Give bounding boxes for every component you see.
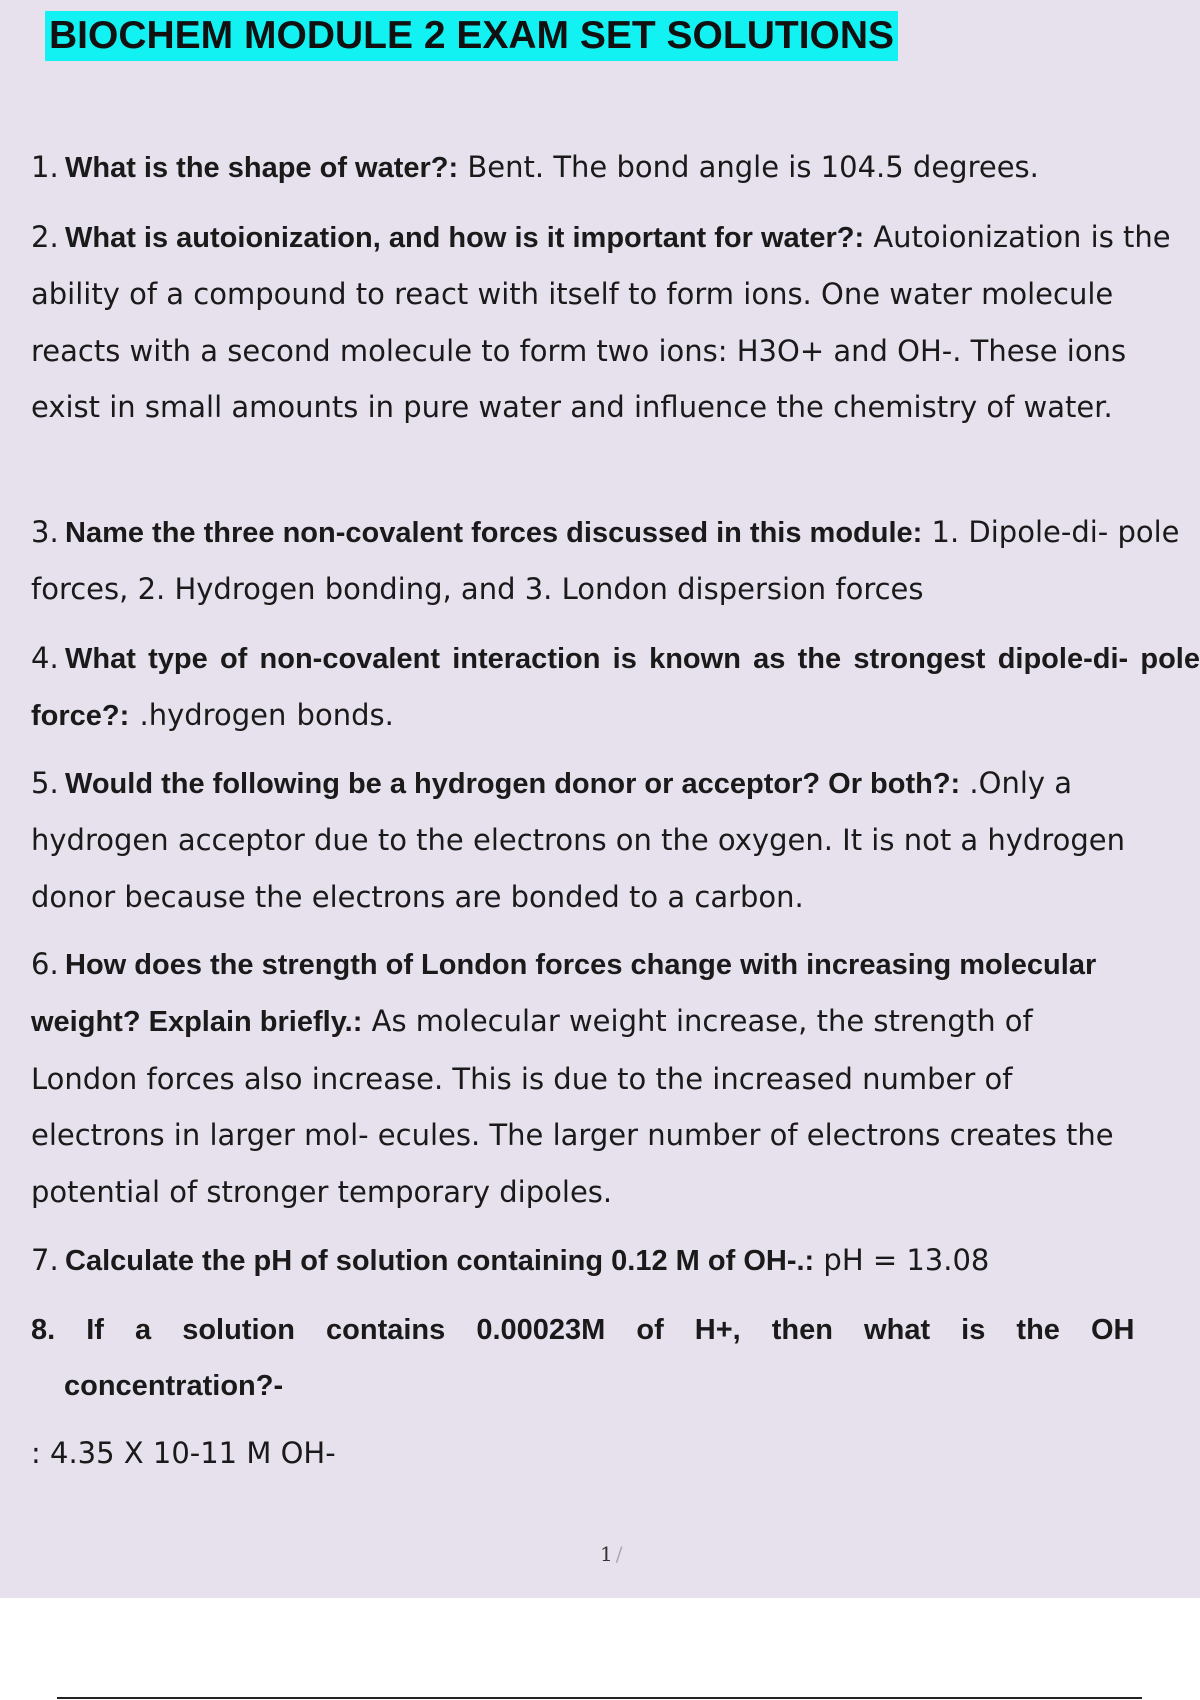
page-bottom-rule [57,1697,1142,1699]
page-title: BIOCHEM MODULE 2 EXAM SET SOLUTIONS [45,11,898,61]
item-number: 7. [31,1243,59,1277]
answer-text: Autoionization is the ability of a compound to react with itself to form ions. One water molecule reacts with a second molecule to form two ions: H3O+ and OH-. These ions exist in small amounts in pure water and influence the chemistry of water. [31,220,1171,425]
answer-text: Bent. The bond angle is 104.5 degrees. [458,150,1039,184]
page-number-value: 1 [600,1542,613,1566]
page-number-suffix: / [615,1542,623,1566]
answer-text: .Only a hydrogen acceptor due to the electrons on the oxygen. It is not a hydrogen donor because the electrons are bonded to a carbon. [31,766,1125,914]
item-number: 6. [31,947,59,981]
qa-item-2 [31,209,1200,436]
qa-item-6 [31,936,1141,1220]
qa-item-5 [31,755,1200,925]
question-text: How does the strength of London forces change with increasing molecular weight? Explain briefly.: [31,949,1097,1039]
item-number: 2. [31,220,59,254]
question-text: Name the three non-covalent forces discussed in this module: [65,517,923,549]
qa-item-8-answer: : 4.35 X 10-11 M OH- [31,1436,336,1470]
question-text: Calculate the pH of solution containing 0.12 M of OH-.: [65,1245,815,1277]
qa-item-7 [31,1232,1200,1289]
item-number: 5. [31,766,59,800]
answer-text: As molecular weight increase, the strength of London forces also increase. This is due to the increased number of electrons in larger mol- ecules. The larger number of electrons creates the potential of stronger temporary dipoles. [31,1004,1114,1209]
answer-text: 1. Dipole-di- pole forces, 2. Hydrogen bonding, and 3. London dispersion forces [31,515,1180,607]
question-text: What type of non-covalent interaction is known as the strongest dipole-di- pole force?: [31,643,1200,733]
answer-text: pH = 13.08 [814,1243,990,1277]
item-number: 3. [31,515,59,549]
qa-item-8-question-line-2: concentration?- [64,1370,284,1402]
qa-item-1 [31,139,1200,196]
question-text: Would the following be a hydrogen donor or acceptor? Or both?: [65,768,961,800]
item-number: 1. [31,150,59,184]
page-number [600,1540,622,1568]
qa-item-3 [31,504,1200,618]
item-number: 4. [31,641,59,675]
question-text: What is autoionization, and how is it important for water?: [65,222,865,254]
qa-item-8-question-line-1: 8. If a solution contains 0.00023M of H+, then what is the OH [31,1314,1135,1346]
qa-item-4 [31,630,1200,745]
question-text: What is the shape of water?: [65,152,459,184]
answer-text: .hydrogen bonds. [129,698,394,733]
